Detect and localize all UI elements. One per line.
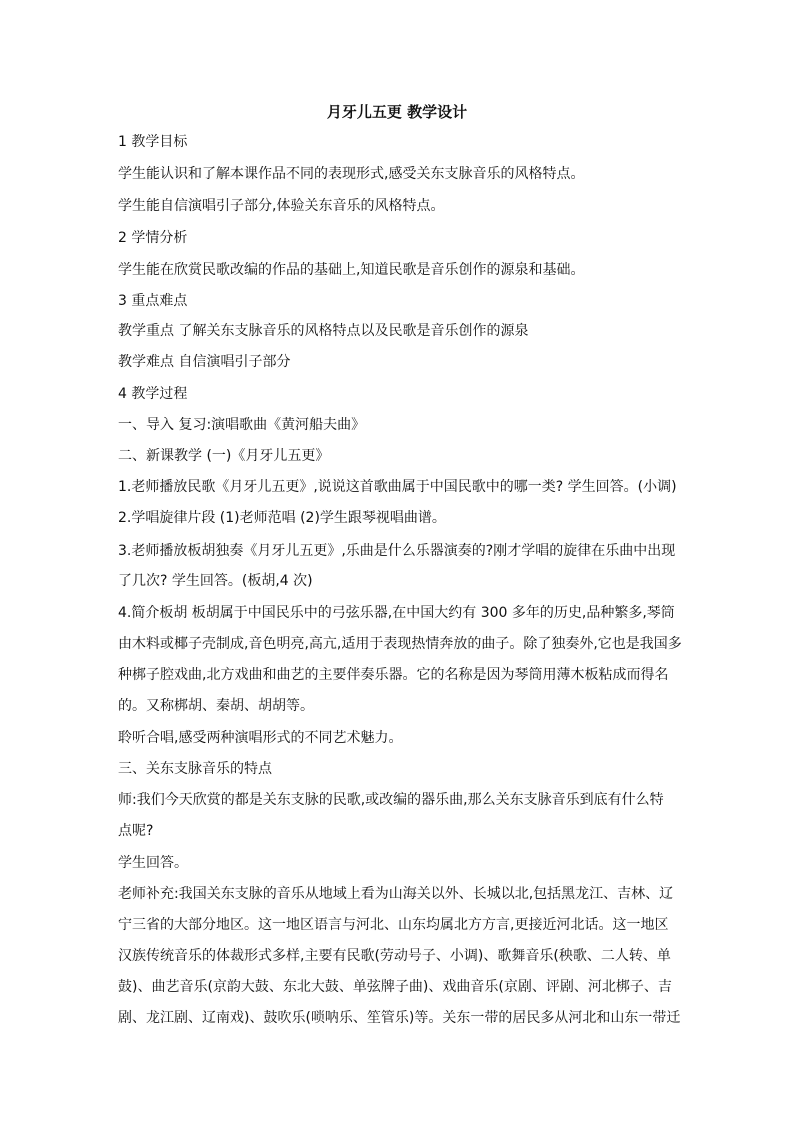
- paragraph-line: 教学难点 自信演唱引子部分: [118, 354, 291, 370]
- paragraph-line: 2.学唱旋律片段 (1)老师范唱 (2)学生跟琴视唱曲谱。: [118, 510, 446, 526]
- paragraph-line: 点呢?: [118, 823, 154, 839]
- paragraph-line: 了几次? 学生回答。(板胡,4 次): [118, 573, 313, 589]
- paragraph-line: 汉族传统音乐的体裁形式多样,主要有民歌(劳动号子、小调)、歌舞音乐(秧歌、二人转、单: [118, 948, 671, 964]
- paragraph-line: 种梆子腔戏曲,北方戏曲和曲艺的主要伴奏乐器。它的名称是因为琴筒用薄木板粘成而得名: [118, 667, 669, 683]
- heading-key-points: 3 重点难点: [118, 293, 188, 309]
- paragraph-line: 的。又称梆胡、秦胡、胡胡等。: [118, 698, 314, 714]
- paragraph-line: 1.老师播放民歌《月牙儿五更》,说说这首歌曲属于中国民歌中的哪一类? 学生回答。(小调): [118, 479, 677, 495]
- heading-teaching-process: 4 教学过程: [118, 386, 188, 402]
- paragraph-line: 学生能认识和了解本课作品不同的表现形式,感受关东支脉音乐的风格特点。: [118, 166, 585, 182]
- paragraph-line: 剧、龙江剧、辽南戏)、鼓吹乐(唢呐乐、笙管乐)等。关东一带的居民多从河北和山东一带迁: [118, 1010, 681, 1026]
- paragraph-line: 聆听合唱,感受两种演唱形式的不同艺术魅力。: [118, 730, 403, 746]
- paragraph-line: 师:我们今天欣赏的都是关东支脉的民歌,或改编的器乐曲,那么关东支脉音乐到底有什么特: [118, 792, 664, 808]
- document-title: 月牙儿五更 教学设计: [326, 103, 468, 121]
- heading-music-features: 三、关东支脉音乐的特点: [118, 761, 272, 777]
- heading-teaching-goals: 1 教学目标: [118, 134, 188, 150]
- paragraph-line: 由木料或椰子壳制成,音色明亮,高亢,适用于表现热情奔放的曲子。除了独奏外,它也是我国多: [118, 636, 682, 652]
- paragraph-line: 4.简介板胡 板胡属于中国民乐中的弓弦乐器,在中国大约有 300 多年的历史,品种繁多,琴筒: [118, 605, 675, 621]
- paragraph-line: 老师补充:我国关东支脉的音乐从地域上看为山海关以外、长城以北,包括黑龙江、吉林、辽: [118, 886, 674, 902]
- paragraph-line: 学生回答。: [118, 855, 188, 871]
- paragraph-line: 学生能自信演唱引子部分,体验关东音乐的风格特点。: [118, 198, 445, 214]
- paragraph-line: 3.老师播放板胡独奏《月牙儿五更》,乐曲是什么乐器演奏的?刚才学唱的旋律在乐曲中出现: [118, 543, 676, 559]
- paragraph-line: 一、导入 复习:演唱歌曲《黄河船夫曲》: [118, 417, 366, 433]
- heading-learning-analysis: 2 学情分析: [118, 230, 188, 246]
- paragraph-line: 宁三省的大部分地区。这一地区语言与河北、山东均属北方方言,更接近河北话。这一地区: [118, 917, 669, 933]
- paragraph-line: 学生能在欣赏民歌改编的作品的基础上,知道民歌是音乐创作的源泉和基础。: [118, 262, 585, 278]
- paragraph-line: 鼓)、曲艺音乐(京韵大鼓、东北大鼓、单弦牌子曲)、戏曲音乐(京剧、评剧、河北梆子、吉: [118, 979, 672, 995]
- paragraph-line: 教学重点 了解关东支脉音乐的风格特点以及民歌是音乐创作的源泉: [118, 323, 529, 339]
- paragraph-line: 二、新课教学 (一)《月牙儿五更》: [118, 448, 330, 464]
